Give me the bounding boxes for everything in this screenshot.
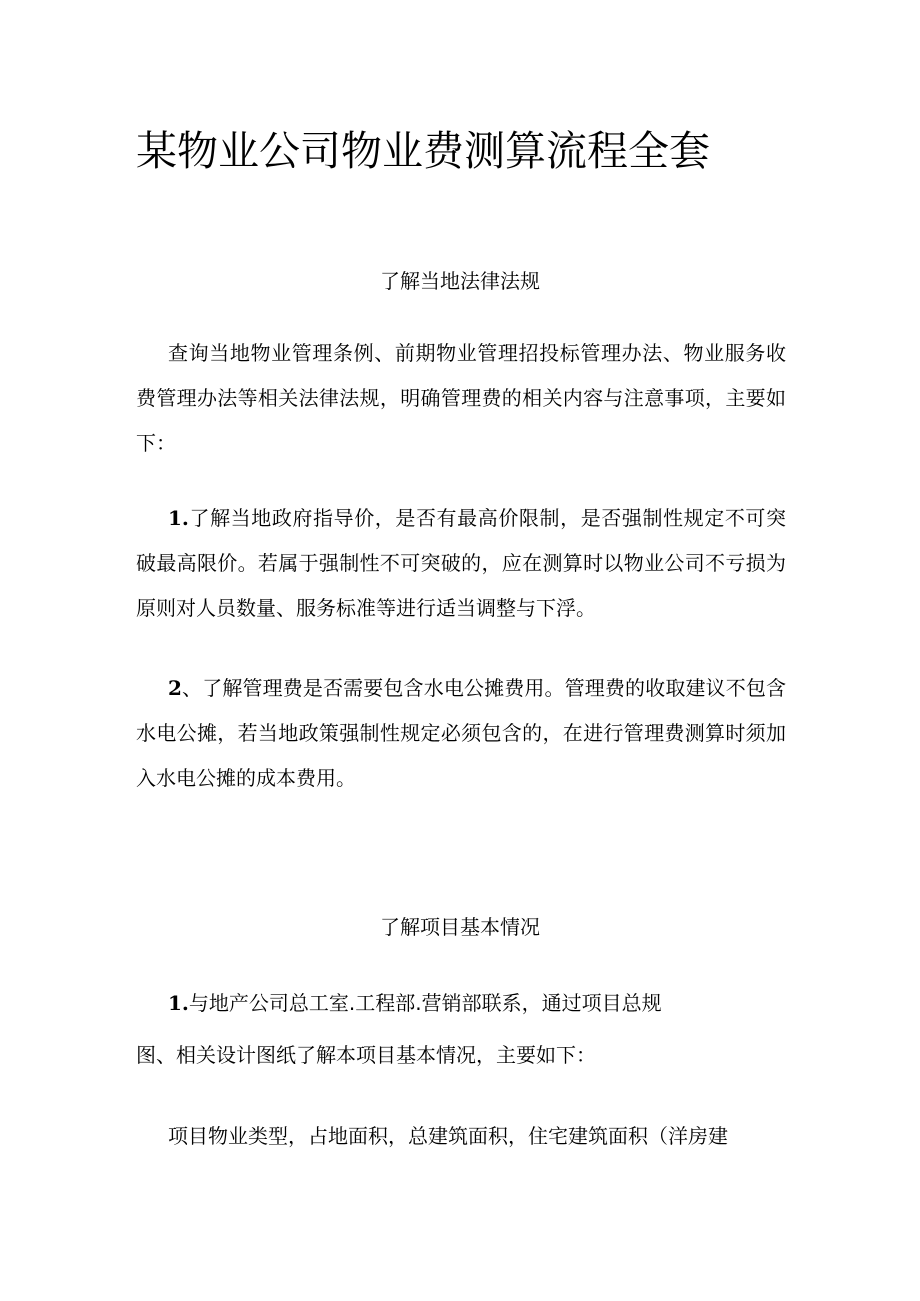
laws-item-1-paragraph	[136, 496, 786, 631]
section-heading-project: 了解项目基本情况	[380, 915, 540, 939]
project-item-1-text-line-1: 与地产公司总工室.工程部.营销部联系，通过项目总规	[188, 991, 662, 1015]
laws-item-1-text: 了解当地政府指导价，是否有最高价限制，是否强制性规定不可突破最高限价。若属于强制性不可突破的，应在测算时以物业公司不亏损为原则对人员数量、服务标准等进行适当调整与下浮。	[136, 506, 786, 620]
document-title: 某物业公司物业费测算流程全套	[136, 127, 710, 175]
project-detail-line: 项目物业类型，占地面积，总建筑面积，住宅建筑面积（洋房建	[168, 1124, 728, 1148]
laws-item-2-paragraph	[136, 666, 786, 801]
section-heading-laws: 了解当地法律法规	[380, 269, 540, 293]
project-item-1-line-2: 图、相关设计图纸了解本项目基本情况，主要如下：	[136, 1043, 596, 1067]
laws-item-1-number: 1.	[168, 506, 189, 530]
laws-item-2-text: 、了解管理费是否需要包含水电公摊费用。管理费的收取建议不包含水电公摊，若当地政策强制性规定必须包含的，在进行管理费测算时须加入水电公摊的成本费用。	[136, 676, 786, 790]
laws-item-2-number: 2	[168, 676, 182, 700]
project-item-1-number: 1.	[168, 991, 189, 1015]
project-item-1-line-1	[168, 988, 818, 1018]
laws-intro-paragraph: 查询当地物业管理条例、前期物业管理招投标管理办法、物业服务收费管理办法等相关法律法规，明确管理费的相关内容与注意事项，主要如下：	[136, 341, 786, 455]
